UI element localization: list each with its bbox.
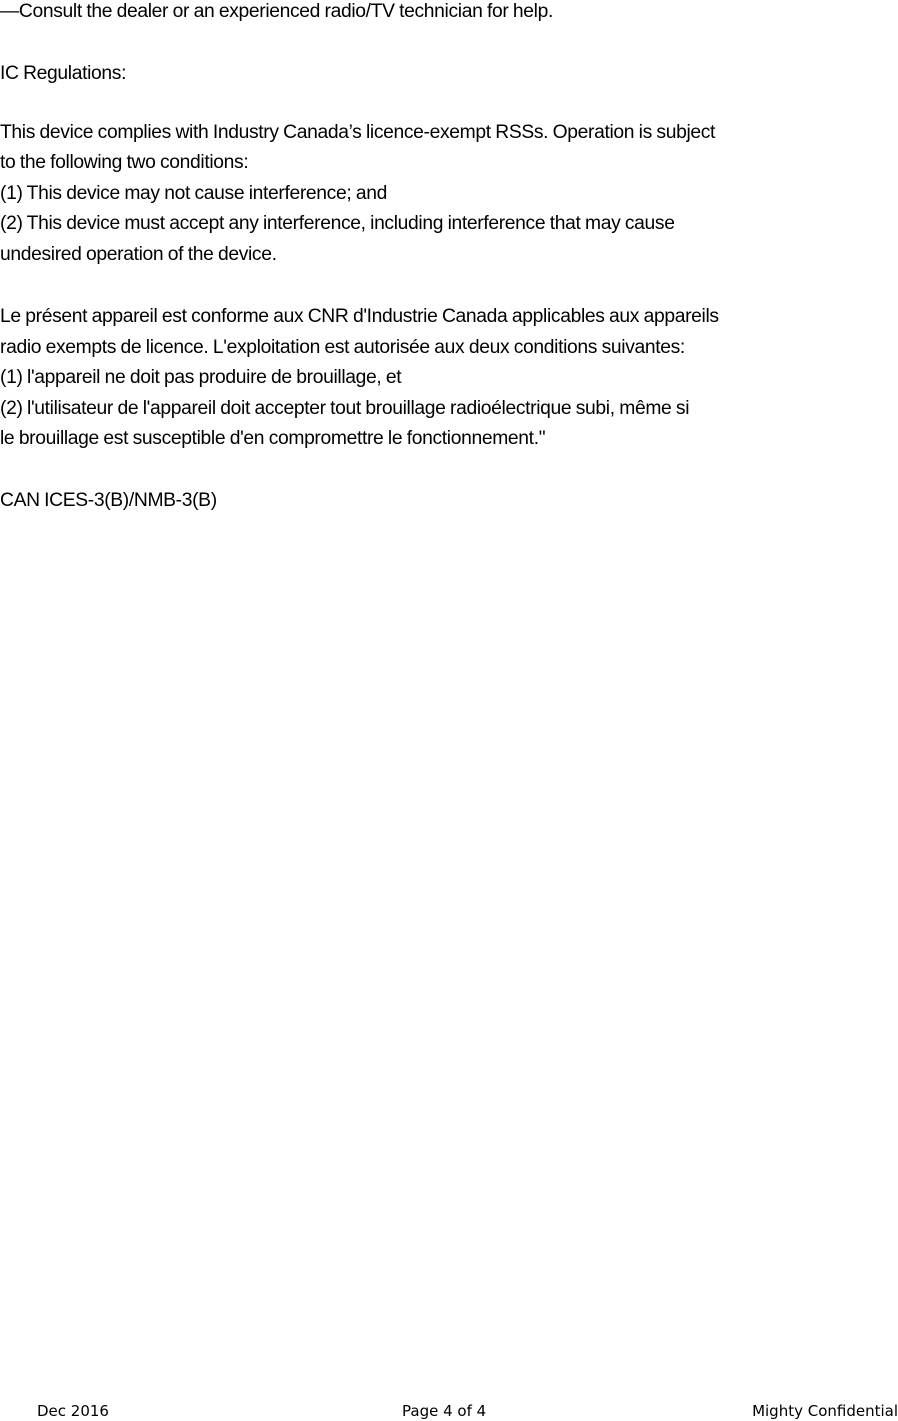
french-condition-2: (2) l'utilisateur de l'appareil doit accepter tout brouillage radioélectrique subi, même si (0, 398, 690, 419)
french-paragraph-line-2: radio exempts de licence. L'exploitation est autorisée aux deux conditions suivantes: (0, 337, 685, 358)
footer-date: Dec 2016 (37, 1402, 109, 1420)
english-paragraph-line-2: to the following two conditions: (0, 152, 249, 173)
footer-page-number: Page 4 of 4 (402, 1402, 487, 1420)
english-condition-2: (2) This device must accept any interference, including interference that may cause (0, 213, 675, 234)
ices-statement: CAN ICES-3(B)/NMB-3(B) (0, 490, 217, 511)
french-condition-2-continued: le brouillage est susceptible d'en compromettre le fonctionnement." (0, 428, 546, 449)
footer-confidential-label: Mighty Confidential (752, 1402, 898, 1420)
french-condition-1: (1) l'appareil ne doit pas produire de brouillage, et (0, 367, 402, 388)
english-condition-1: (1) This device may not cause interference; and (0, 183, 387, 204)
ic-regulations-heading: IC Regulations: (0, 63, 127, 84)
english-paragraph-line-1: This device complies with Industry Canada’s licence-exempt RSSs. Operation is subject (0, 122, 716, 143)
consult-dealer-line: —Consult the dealer or an experienced radio/TV technician for help. (0, 1, 553, 22)
french-paragraph-line-1: Le présent appareil est conforme aux CNR d'Industrie Canada applicables aux appareils (0, 306, 719, 327)
english-condition-2-continued: undesired operation of the device. (0, 244, 277, 265)
